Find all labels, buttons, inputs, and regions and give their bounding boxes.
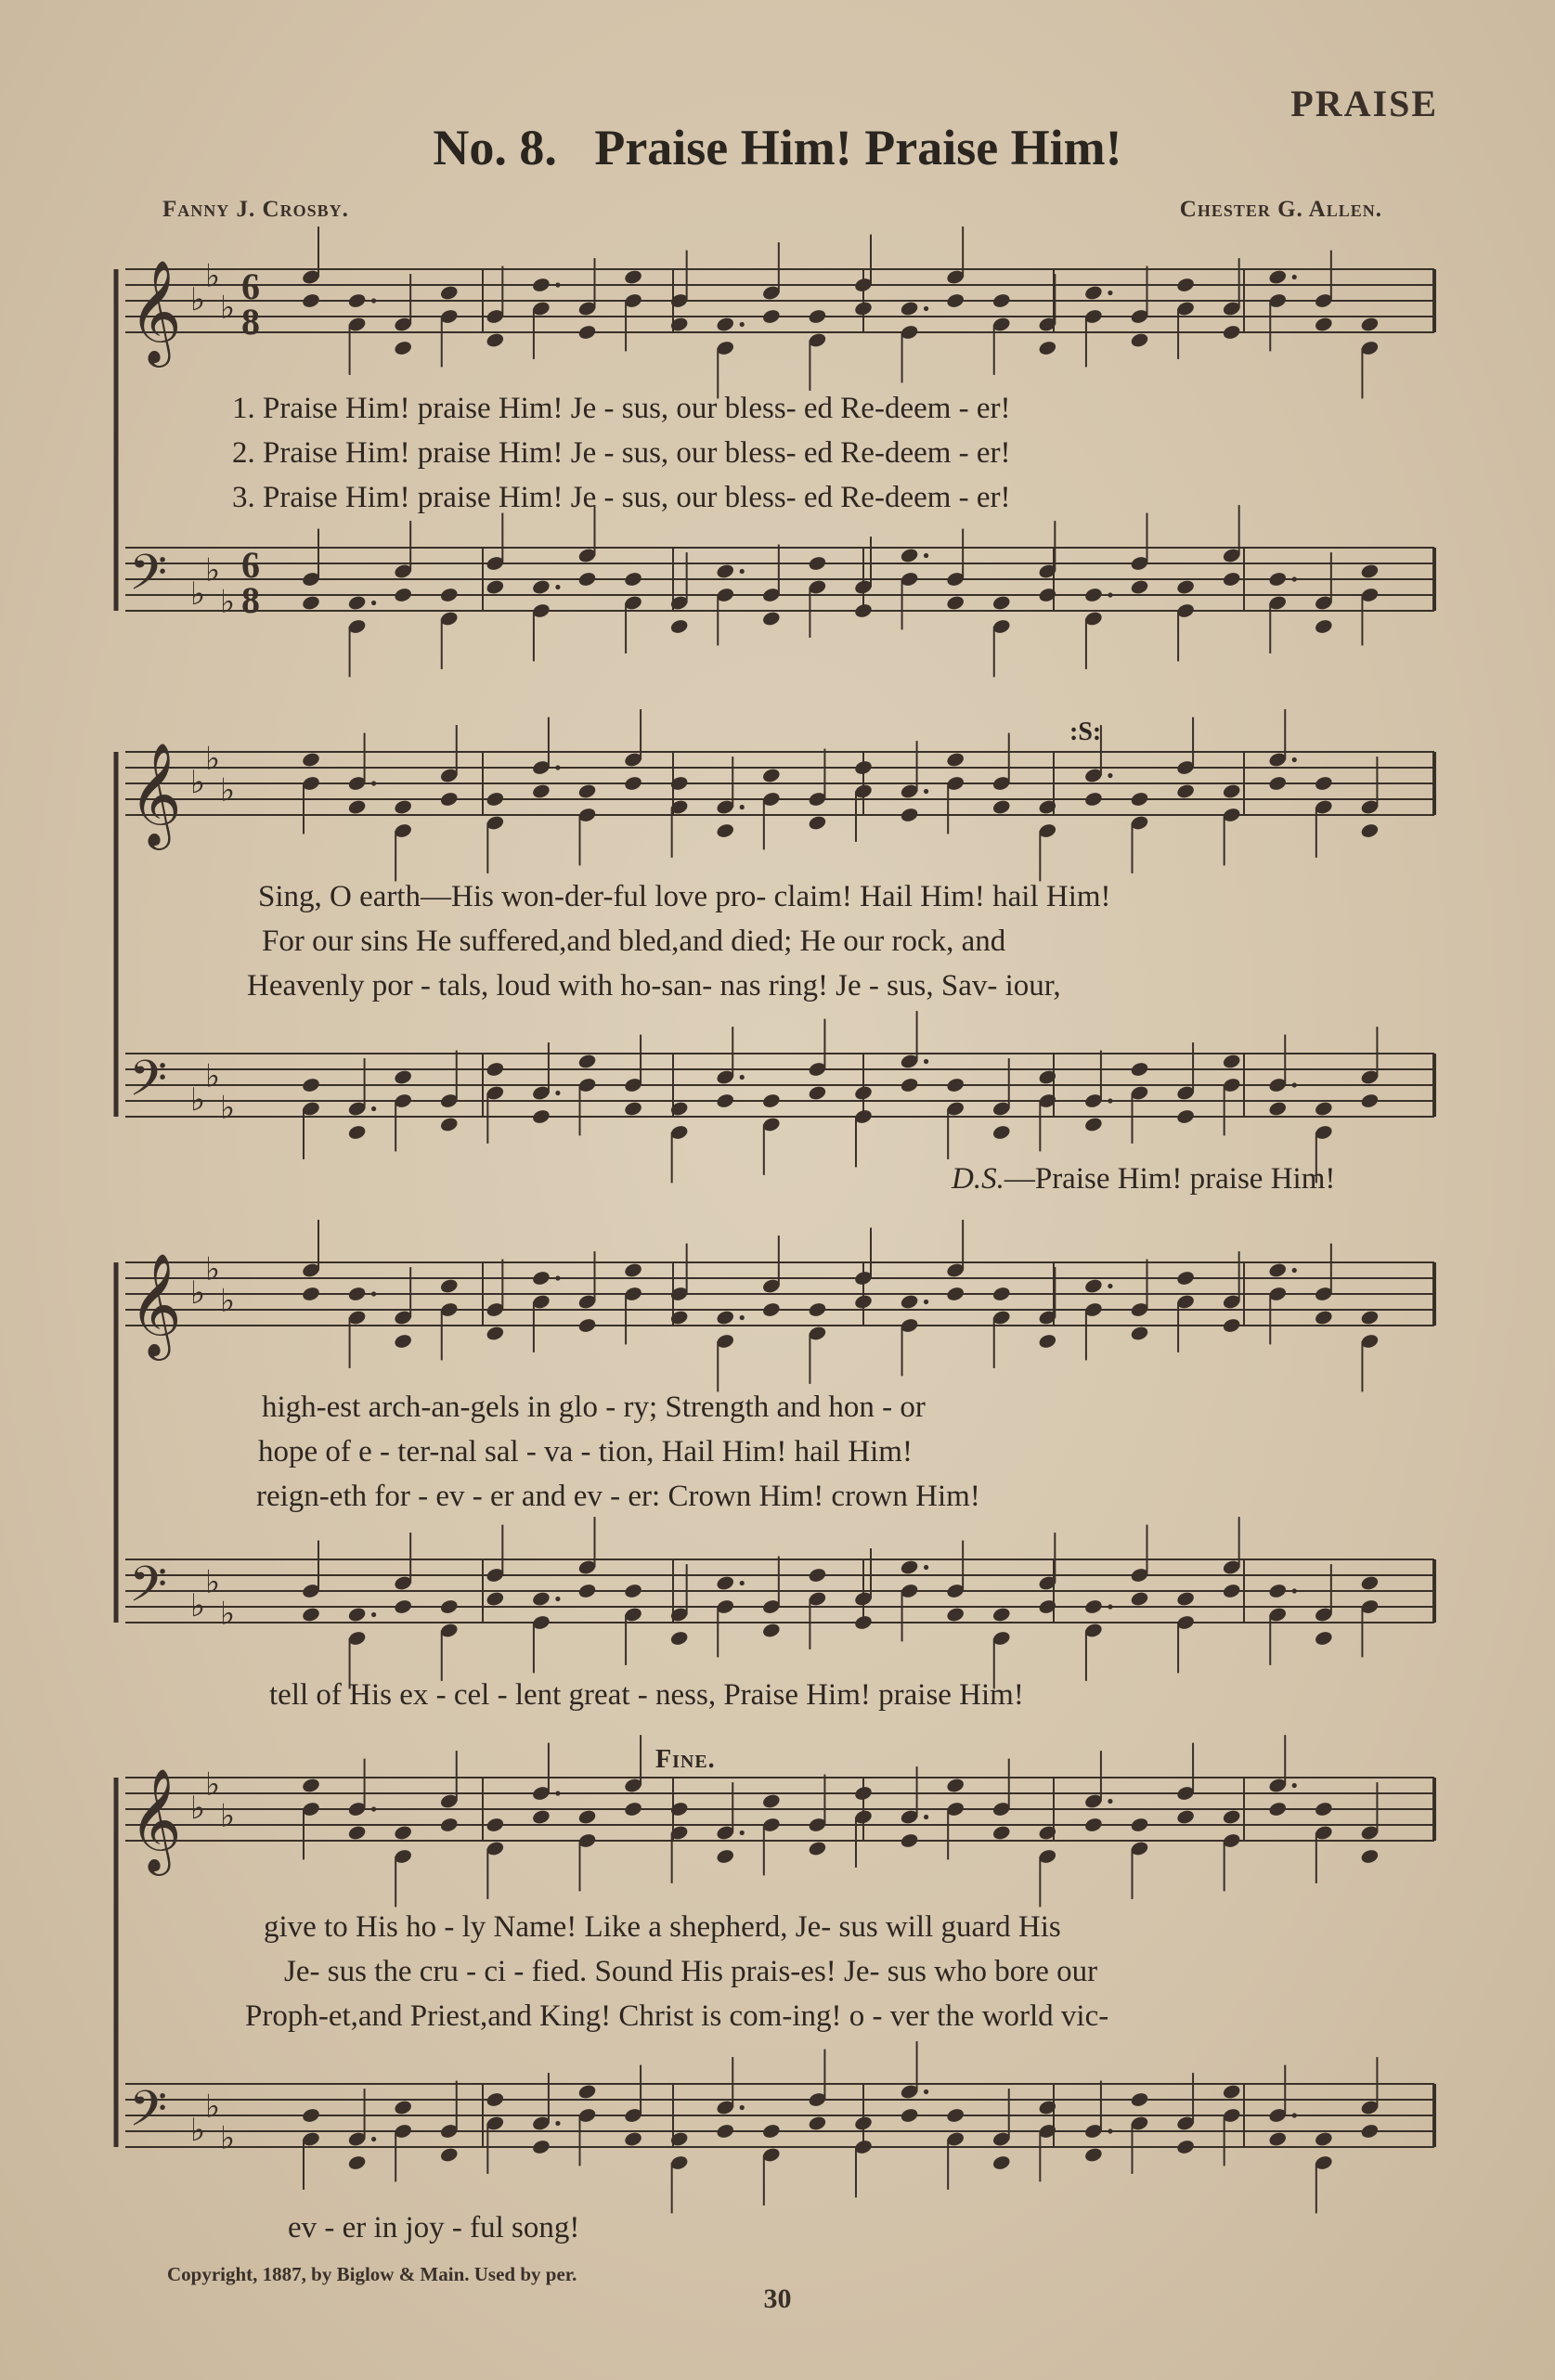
notehead bbox=[531, 1270, 551, 1287]
bass-clef-icon: 𝄢 bbox=[129, 2081, 168, 2150]
notehead bbox=[1083, 1598, 1103, 1615]
flat-icon: ♭ bbox=[190, 576, 206, 613]
notehead bbox=[991, 798, 1011, 815]
notehead bbox=[1222, 1583, 1241, 1599]
notehead bbox=[1130, 1325, 1149, 1341]
notehead bbox=[900, 547, 919, 563]
notehead bbox=[1222, 1053, 1241, 1069]
notehead bbox=[347, 594, 367, 611]
time-signature-top: 6 bbox=[241, 544, 260, 586]
notehead bbox=[945, 292, 965, 309]
notehead bbox=[486, 2091, 505, 2108]
notehead bbox=[808, 1301, 827, 1318]
notehead bbox=[1268, 1261, 1288, 1278]
dot bbox=[740, 1830, 745, 1835]
flat-icon: ♭ bbox=[205, 2088, 221, 2126]
notehead bbox=[1083, 1116, 1103, 1132]
notehead bbox=[623, 1100, 642, 1117]
notehead bbox=[1268, 1100, 1288, 1117]
notehead bbox=[531, 578, 551, 595]
notehead bbox=[945, 594, 965, 611]
notehead bbox=[439, 284, 459, 301]
notehead bbox=[347, 1606, 367, 1623]
notehead bbox=[439, 1116, 459, 1132]
notehead bbox=[808, 308, 827, 325]
notehead bbox=[1268, 268, 1288, 285]
dot bbox=[555, 585, 560, 589]
dot bbox=[1108, 1284, 1112, 1288]
notehead bbox=[1038, 1333, 1057, 1350]
notehead bbox=[531, 783, 551, 799]
dot bbox=[1108, 2128, 1112, 2133]
notehead bbox=[623, 571, 642, 588]
dot bbox=[924, 306, 928, 311]
notehead bbox=[991, 594, 1011, 611]
notehead bbox=[991, 1824, 1011, 1841]
dot bbox=[1292, 1588, 1297, 1593]
dot bbox=[555, 282, 560, 287]
notehead bbox=[761, 1622, 781, 1638]
notehead bbox=[716, 822, 735, 839]
notehead bbox=[623, 1801, 642, 1817]
verse-3-line-3: reign-eth for - ev - er and ev - er: Crown Him! crown Him! bbox=[256, 1480, 980, 1513]
notehead bbox=[486, 1817, 505, 1833]
notehead bbox=[393, 1068, 412, 1085]
notehead bbox=[531, 1808, 551, 1825]
verse-2-line-1: 2. Praise Him! praise Him! Je - sus, our bless- ed Re-deem - er! bbox=[232, 436, 1011, 470]
notehead bbox=[1268, 1583, 1288, 1599]
flat-icon: ♭ bbox=[205, 1563, 221, 1601]
notehead bbox=[716, 1093, 735, 1109]
notehead bbox=[486, 331, 505, 348]
notehead bbox=[301, 292, 320, 309]
dot bbox=[740, 805, 745, 809]
dot bbox=[371, 781, 376, 785]
notehead bbox=[1222, 324, 1241, 341]
notehead bbox=[1130, 578, 1149, 595]
dot bbox=[1108, 1098, 1112, 1103]
notehead bbox=[808, 2115, 827, 2131]
ds-sign: D.S. bbox=[952, 1162, 1004, 1196]
segno-sign: :S: bbox=[1069, 718, 1102, 746]
treble-clef-icon: 𝄞 bbox=[129, 259, 182, 363]
notehead bbox=[439, 2146, 459, 2163]
notehead bbox=[1222, 571, 1241, 588]
notehead bbox=[900, 300, 919, 317]
notehead bbox=[1130, 1590, 1149, 1607]
notehead bbox=[393, 2099, 412, 2115]
notehead bbox=[439, 791, 459, 808]
dot bbox=[555, 765, 560, 770]
notehead bbox=[716, 316, 735, 332]
bass-clef-icon: 𝄢 bbox=[129, 1051, 168, 1119]
notehead bbox=[761, 767, 781, 783]
dot bbox=[1292, 1268, 1297, 1273]
page-number: 30 bbox=[763, 2283, 792, 2314]
notehead bbox=[531, 1108, 551, 1125]
flat-icon: ♭ bbox=[190, 1081, 206, 1119]
notehead bbox=[761, 610, 781, 627]
notehead bbox=[1360, 563, 1380, 579]
dot bbox=[924, 1815, 928, 1819]
notehead bbox=[900, 807, 919, 823]
dot bbox=[1108, 1604, 1112, 1609]
dot bbox=[555, 1091, 560, 1095]
notehead bbox=[853, 1614, 873, 1631]
composer-credit: Chester G. Allen. bbox=[1179, 197, 1382, 222]
notehead bbox=[1083, 284, 1103, 301]
notehead bbox=[393, 587, 412, 603]
dot bbox=[371, 298, 376, 303]
notehead bbox=[716, 1848, 735, 1865]
notehead bbox=[1083, 791, 1103, 808]
dot bbox=[1292, 757, 1297, 762]
treble-clef-icon: 𝄞 bbox=[129, 1767, 182, 1871]
notehead bbox=[1360, 316, 1380, 332]
notehead bbox=[486, 1061, 505, 1078]
notehead bbox=[347, 1286, 367, 1302]
notehead bbox=[1083, 1277, 1103, 1294]
notehead bbox=[853, 300, 873, 317]
dot bbox=[371, 2137, 376, 2141]
notehead bbox=[347, 2154, 367, 2171]
notehead bbox=[991, 292, 1011, 309]
notehead bbox=[486, 791, 505, 808]
notehead bbox=[347, 1824, 367, 1841]
notehead bbox=[577, 783, 597, 799]
notehead bbox=[945, 1606, 965, 1623]
notehead bbox=[1130, 1817, 1149, 1833]
notehead bbox=[853, 602, 873, 619]
notehead bbox=[808, 555, 827, 572]
notehead bbox=[439, 1817, 459, 1833]
notehead bbox=[1083, 587, 1103, 603]
notehead bbox=[1314, 1100, 1333, 1117]
notehead bbox=[393, 1824, 412, 1841]
dot bbox=[740, 1315, 745, 1320]
notehead bbox=[1175, 1808, 1195, 1825]
chorus-line-1: tell of His ex - cel - lent great - ness, Praise Him! praise Him! bbox=[269, 1678, 1024, 1712]
notehead bbox=[1175, 1108, 1195, 1125]
notehead bbox=[1360, 1309, 1380, 1326]
notehead bbox=[393, 340, 412, 356]
notehead bbox=[1360, 1848, 1380, 1865]
notehead bbox=[1038, 340, 1057, 356]
notehead bbox=[1314, 618, 1333, 635]
dot bbox=[740, 569, 745, 574]
verse-2-line-3: hope of e - ter-nal sal - va - tion, Hail Him! hail Him! bbox=[258, 1435, 913, 1468]
dot bbox=[1108, 291, 1112, 295]
notehead bbox=[900, 1293, 919, 1310]
dot bbox=[740, 1075, 745, 1080]
notehead bbox=[623, 268, 642, 285]
ds-text: —Praise Him! praise Him! bbox=[1004, 1162, 1336, 1196]
notehead bbox=[1175, 277, 1195, 293]
notehead bbox=[853, 2115, 873, 2131]
notehead bbox=[577, 2083, 597, 2100]
notehead bbox=[900, 1077, 919, 1093]
notehead bbox=[853, 1785, 873, 1802]
notehead bbox=[577, 324, 597, 341]
dot bbox=[1292, 576, 1297, 581]
dot bbox=[555, 1597, 560, 1601]
notehead bbox=[1314, 1801, 1333, 1817]
notehead bbox=[301, 1777, 320, 1793]
notehead bbox=[853, 1084, 873, 1101]
dot bbox=[1292, 275, 1297, 279]
notehead bbox=[1314, 1309, 1333, 1326]
notehead bbox=[1222, 2083, 1241, 2100]
notehead bbox=[1175, 578, 1195, 595]
flat-icon: ♭ bbox=[190, 1274, 206, 1312]
notehead bbox=[301, 1077, 320, 1093]
notehead bbox=[945, 1077, 965, 1093]
dot bbox=[924, 553, 928, 558]
notehead bbox=[669, 1630, 689, 1647]
notehead bbox=[1268, 1801, 1288, 1817]
notehead bbox=[761, 1792, 781, 1809]
notehead bbox=[716, 1309, 735, 1326]
notehead bbox=[393, 1598, 412, 1615]
notehead bbox=[347, 798, 367, 815]
notehead bbox=[577, 1808, 597, 1825]
notehead bbox=[945, 751, 965, 768]
dot bbox=[1108, 773, 1112, 778]
dot bbox=[924, 1300, 928, 1304]
flat-icon: ♭ bbox=[205, 257, 221, 295]
flat-icon: ♭ bbox=[220, 1282, 236, 1320]
fine-marking: Fine. bbox=[655, 1745, 716, 1774]
verse-1-line-2: Sing, O earth—His won-der-ful love pro- claim! Hail Him! hail Him! bbox=[258, 880, 1111, 913]
notehead bbox=[991, 1124, 1011, 1141]
notehead bbox=[900, 1559, 919, 1575]
notehead bbox=[1314, 316, 1333, 332]
notehead bbox=[1175, 783, 1195, 799]
notehead bbox=[1360, 2123, 1380, 2140]
flat-icon: ♭ bbox=[220, 1797, 236, 1835]
dot bbox=[1292, 1783, 1297, 1788]
flat-icon: ♭ bbox=[190, 764, 206, 801]
notehead bbox=[1130, 791, 1149, 808]
flat-icon: ♭ bbox=[205, 1057, 221, 1095]
flat-icon: ♭ bbox=[205, 1250, 221, 1288]
notehead bbox=[1360, 822, 1380, 839]
verse-1-line-4: give to His ho - ly Name! Like a shepherd, Je- sus will guard His bbox=[264, 1910, 1061, 1944]
time-signature-bottom: 8 bbox=[241, 301, 260, 343]
dot bbox=[1292, 2113, 1297, 2117]
dot bbox=[371, 601, 376, 605]
notehead bbox=[1268, 2130, 1288, 2147]
dot bbox=[924, 1565, 928, 1570]
notehead bbox=[1175, 1270, 1195, 1287]
verse-2-line-4: Je- sus the cru - ci - fied. Sound His prais-es! Je- sus who bore our bbox=[284, 1955, 1098, 1988]
notehead bbox=[669, 618, 689, 635]
notehead bbox=[1175, 1590, 1195, 1607]
notehead bbox=[1222, 1317, 1241, 1334]
dot bbox=[555, 1791, 560, 1795]
dot bbox=[371, 1106, 376, 1111]
treble-clef-icon: 𝄞 bbox=[129, 742, 182, 846]
flat-icon: ♭ bbox=[220, 771, 236, 809]
notehead bbox=[1268, 571, 1288, 588]
notehead bbox=[393, 798, 412, 815]
chorus-line-2: ev - er in joy - ful song! bbox=[288, 2211, 580, 2244]
flat-icon: ♭ bbox=[205, 551, 221, 589]
notehead bbox=[761, 1093, 781, 1109]
ds-marking bbox=[952, 1162, 1335, 1196]
flat-icon: ♭ bbox=[220, 1595, 236, 1633]
notehead bbox=[439, 1277, 459, 1294]
notehead bbox=[623, 1261, 642, 1278]
notehead bbox=[1360, 1574, 1380, 1591]
flat-icon: ♭ bbox=[190, 1790, 206, 1827]
notehead bbox=[439, 1598, 459, 1615]
notehead bbox=[486, 1590, 505, 1607]
dot bbox=[740, 2105, 745, 2110]
notehead bbox=[761, 1301, 781, 1318]
notehead bbox=[393, 1333, 412, 1350]
notehead bbox=[1314, 1630, 1333, 1647]
notehead bbox=[301, 751, 320, 768]
notehead bbox=[808, 814, 827, 831]
copyright-notice: Copyright, 1887, by Biglow & Main. Used by per. bbox=[167, 2263, 577, 2285]
bass-clef-icon: 𝄢 bbox=[129, 1557, 168, 1625]
dot bbox=[555, 1275, 560, 1280]
dot bbox=[1108, 1799, 1112, 1804]
notehead bbox=[991, 1606, 1011, 1623]
dot bbox=[740, 322, 745, 327]
notehead bbox=[808, 1567, 827, 1584]
notehead bbox=[577, 1317, 597, 1334]
time-signature-top: 6 bbox=[241, 265, 260, 307]
notehead bbox=[1314, 2130, 1333, 2147]
dot bbox=[371, 1291, 376, 1296]
notehead bbox=[716, 1574, 735, 1591]
verse-3-line-4: Proph-et,and Priest,and King! Christ is com-ing! o - ver the world vic- bbox=[245, 1999, 1109, 2033]
flat-icon: ♭ bbox=[205, 1766, 221, 1804]
flat-icon: ♭ bbox=[220, 1089, 236, 1127]
lyricist-credit: Fanny J. Crosby. bbox=[162, 197, 349, 222]
verse-3-line-2: Heavenly por - tals, loud with ho-san- nas ring! Je - sus, Sav- iour, bbox=[247, 969, 1061, 1002]
time-signature-bottom: 8 bbox=[241, 579, 260, 621]
notehead bbox=[486, 578, 505, 595]
dot bbox=[1292, 1082, 1297, 1087]
notehead bbox=[900, 1832, 919, 1849]
dot bbox=[555, 2121, 560, 2126]
notehead bbox=[761, 308, 781, 325]
notehead bbox=[623, 1583, 642, 1599]
notehead bbox=[853, 1293, 873, 1310]
treble-clef-icon: 𝄞 bbox=[129, 1252, 182, 1356]
notehead bbox=[1130, 1061, 1149, 1078]
notehead bbox=[1268, 775, 1288, 792]
verse-3-line-1: 3. Praise Him! praise Him! Je - sus, our bless- ed Re-deem - er! bbox=[232, 481, 1011, 514]
notehead bbox=[577, 1053, 597, 1069]
notehead bbox=[808, 1084, 827, 1101]
dot bbox=[740, 1581, 745, 1585]
notehead bbox=[1083, 2146, 1103, 2163]
notehead bbox=[301, 594, 320, 611]
bass-clef-icon: 𝄢 bbox=[129, 545, 168, 614]
dot bbox=[371, 1612, 376, 1617]
verse-2-line-2: For our sins He suffered,and bled,and died; He our rock, and bbox=[262, 925, 1006, 958]
notehead bbox=[301, 2107, 320, 2124]
notehead bbox=[945, 1286, 965, 1302]
notehead bbox=[900, 2107, 919, 2124]
notehead bbox=[531, 277, 551, 293]
flat-icon: ♭ bbox=[220, 289, 236, 327]
notehead bbox=[1130, 2091, 1149, 2108]
notehead bbox=[301, 1286, 320, 1302]
dot bbox=[924, 789, 928, 794]
notehead bbox=[1360, 1093, 1380, 1109]
dot bbox=[924, 1059, 928, 1064]
notehead bbox=[808, 1840, 827, 1856]
flat-icon: ♭ bbox=[190, 1587, 206, 1624]
notehead bbox=[577, 1583, 597, 1599]
notehead bbox=[761, 2123, 781, 2140]
notehead bbox=[301, 1606, 320, 1623]
notehead bbox=[1222, 1808, 1241, 1825]
notehead bbox=[1130, 331, 1149, 348]
dot bbox=[924, 2089, 928, 2094]
flat-icon: ♭ bbox=[205, 740, 221, 778]
notehead bbox=[486, 1325, 505, 1341]
notehead bbox=[1083, 1817, 1103, 1833]
notehead bbox=[439, 587, 459, 603]
notehead bbox=[531, 1590, 551, 1607]
notehead bbox=[853, 759, 873, 776]
notehead bbox=[1175, 2139, 1195, 2155]
notehead bbox=[945, 2107, 965, 2124]
verse-1-line-3: high-est arch-an-gels in glo - ry; Strength and hon - or bbox=[262, 1390, 926, 1424]
section-label: PRAISE bbox=[1290, 83, 1438, 124]
flat-icon: ♭ bbox=[220, 2119, 236, 2157]
notehead bbox=[716, 2123, 735, 2140]
notehead bbox=[623, 775, 642, 792]
notehead bbox=[531, 2139, 551, 2155]
dot bbox=[1108, 592, 1112, 597]
notehead bbox=[716, 563, 735, 579]
hymn-name: Praise Him! Praise Him! bbox=[594, 120, 1122, 175]
dot bbox=[371, 1806, 376, 1811]
hymn-number: No. 8. bbox=[433, 120, 557, 175]
notehead bbox=[623, 2130, 642, 2147]
notehead bbox=[991, 2154, 1011, 2171]
notehead bbox=[347, 292, 367, 309]
notehead bbox=[1222, 783, 1241, 799]
notehead bbox=[1314, 775, 1333, 792]
notehead bbox=[347, 1124, 367, 1141]
notehead bbox=[991, 1286, 1011, 1302]
flat-icon: ♭ bbox=[190, 2112, 206, 2149]
verse-1-line-1: 1. Praise Him! praise Him! Je - sus, our bless- ed Re-deem - er! bbox=[232, 392, 1011, 425]
notehead bbox=[945, 1777, 965, 1793]
notehead bbox=[577, 571, 597, 588]
flat-icon: ♭ bbox=[220, 583, 236, 621]
flat-icon: ♭ bbox=[190, 281, 206, 318]
